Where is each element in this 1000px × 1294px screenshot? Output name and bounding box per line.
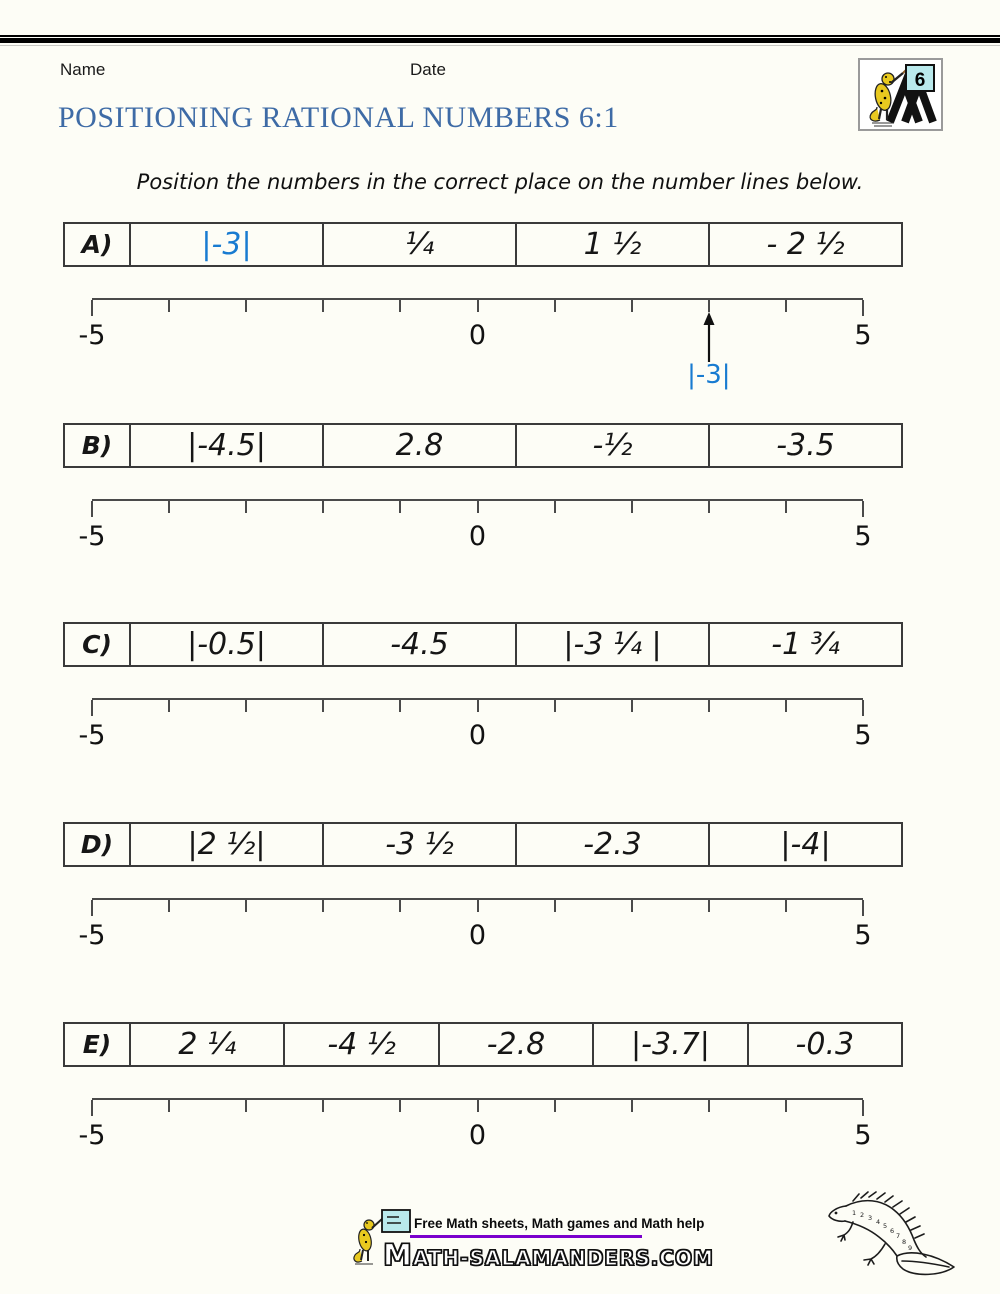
number-value-cell: |-0.5| [129, 624, 322, 665]
tick-mark [862, 900, 864, 916]
number-line [78, 499, 872, 594]
number-value-cell: -2.3 [515, 824, 708, 865]
number-value-cell: 2.8 [322, 425, 515, 466]
tick-mark [785, 700, 787, 712]
tick-mark [399, 900, 401, 912]
section-label: B) [81, 431, 113, 460]
page-title: POSITIONING RATIONAL NUMBERS 6:1 [58, 101, 619, 134]
number-value-cell: |-4| [708, 824, 901, 865]
number-value-cell: -3 ½ [322, 824, 515, 865]
number-line [78, 898, 872, 993]
tick-mark [862, 501, 864, 517]
tick-mark [91, 700, 93, 716]
tick-mark [862, 1100, 864, 1116]
tick-label: 0 [468, 521, 487, 552]
tick-mark [477, 700, 479, 712]
tick-mark [245, 900, 247, 912]
tick-mark [322, 700, 324, 712]
tick-mark [631, 900, 633, 912]
tick-mark [631, 1100, 633, 1112]
number-value-cell: -3.5 [708, 425, 901, 466]
tick-mark [785, 900, 787, 912]
tick-mark [245, 700, 247, 712]
svg-text:3: 3 [868, 1214, 873, 1222]
tick-mark [554, 300, 556, 312]
tick-label: -5 [78, 1120, 106, 1151]
number-value-cell: |-3.7| [592, 1024, 746, 1065]
tick-mark [245, 501, 247, 513]
tick-mark [168, 1100, 170, 1112]
svg-text:8: 8 [902, 1238, 907, 1246]
name-label: Name [60, 60, 106, 79]
date-label: Date [410, 60, 446, 79]
tick-mark [708, 1100, 710, 1112]
number-value-cell: |-4.5| [129, 425, 322, 466]
section-label: A) [81, 230, 113, 259]
tick-mark [322, 900, 324, 912]
tick-mark [862, 700, 864, 716]
number-value-cell: |-3| [129, 224, 322, 265]
tick-mark [322, 300, 324, 312]
svg-text:9: 9 [908, 1244, 913, 1252]
tick-label: 0 [468, 1120, 487, 1151]
tick-label: -5 [78, 521, 106, 552]
tick-mark [785, 1100, 787, 1112]
tick-mark [399, 300, 401, 312]
grade-logo [858, 58, 943, 131]
answer-label: |-3| [687, 360, 731, 390]
number-value-cell: -2.8 [438, 1024, 592, 1065]
svg-text:6: 6 [890, 1227, 895, 1235]
tick-mark [554, 900, 556, 912]
tick-mark [477, 300, 479, 312]
footer-tagline: Free Math sheets, Math games and Math help [414, 1216, 705, 1231]
number-value-cell: -1 ¾ [708, 624, 901, 665]
number-table [63, 423, 903, 468]
section-label: E) [82, 1030, 112, 1059]
math-salamanders-logo-icon [860, 60, 941, 129]
number-value-cell: - 2 ½ [708, 224, 901, 265]
instruction-text: Position the numbers in the correct place on the number lines below. [136, 170, 864, 194]
tick-mark [245, 1100, 247, 1112]
tick-mark [862, 300, 864, 316]
tick-mark [708, 300, 710, 312]
tick-mark [477, 900, 479, 912]
salamander-sketch-icon [822, 1184, 972, 1289]
tick-mark [91, 501, 93, 517]
tick-mark [708, 501, 710, 513]
number-value-cell: -0.3 [747, 1024, 901, 1065]
tick-mark [399, 1100, 401, 1112]
tick-mark [554, 700, 556, 712]
number-line [78, 298, 872, 393]
tick-label: 5 [854, 521, 872, 552]
number-value-cell: -½ [515, 425, 708, 466]
tick-mark [322, 501, 324, 513]
tick-label: -5 [78, 920, 106, 951]
tick-mark [245, 300, 247, 312]
tick-mark [477, 1100, 479, 1112]
section-label: D) [80, 830, 114, 859]
tick-label: 5 [854, 1120, 872, 1151]
number-value-cell: -4 ½ [283, 1024, 437, 1065]
number-value-cell: ¼ [322, 224, 515, 265]
tick-label: -5 [78, 320, 106, 351]
number-value-cell: |-3 ¼ | [515, 624, 708, 665]
svg-text:1: 1 [852, 1209, 857, 1217]
number-table [63, 622, 903, 667]
tick-mark [399, 501, 401, 513]
svg-text:2: 2 [860, 1211, 865, 1219]
number-table [63, 1022, 903, 1067]
number-value-cell: 1 ½ [515, 224, 708, 265]
tick-mark [785, 300, 787, 312]
tick-label: -5 [78, 720, 106, 751]
tick-mark [91, 300, 93, 316]
tick-label: 5 [854, 320, 872, 351]
tick-mark [168, 700, 170, 712]
svg-text:5: 5 [883, 1222, 888, 1230]
tick-mark [91, 900, 93, 916]
footer-site-name: MATH-SALAMANDERS.COM [383, 1238, 714, 1272]
answer-arrow-icon [700, 312, 718, 362]
grade-badge: 6 [914, 70, 926, 91]
number-line [78, 698, 872, 793]
tick-mark [554, 501, 556, 513]
tick-mark [91, 1100, 93, 1116]
tick-mark [399, 700, 401, 712]
tick-mark [708, 900, 710, 912]
tick-label: 5 [854, 920, 872, 951]
number-line [78, 1098, 872, 1193]
tick-mark [631, 501, 633, 513]
tick-mark [168, 501, 170, 513]
tick-mark [554, 1100, 556, 1112]
svg-text:7: 7 [896, 1232, 901, 1240]
tick-mark [631, 700, 633, 712]
tick-mark [785, 501, 787, 513]
number-table [63, 822, 903, 867]
tick-label: 0 [468, 720, 487, 751]
tick-label: 0 [468, 920, 487, 951]
svg-text:4: 4 [876, 1218, 881, 1226]
tick-mark [168, 900, 170, 912]
tick-mark [477, 501, 479, 513]
number-value-cell: |2 ½| [129, 824, 322, 865]
tick-mark [708, 700, 710, 712]
tick-mark [168, 300, 170, 312]
tick-mark [322, 1100, 324, 1112]
tick-label: 5 [854, 720, 872, 751]
tick-label: 0 [468, 320, 487, 351]
section-label: C) [82, 630, 112, 659]
top-rule [0, 35, 1000, 46]
tick-mark [631, 300, 633, 312]
number-value-cell: 2 ¼ [129, 1024, 283, 1065]
number-table [63, 222, 903, 267]
number-value-cell: -4.5 [322, 624, 515, 665]
